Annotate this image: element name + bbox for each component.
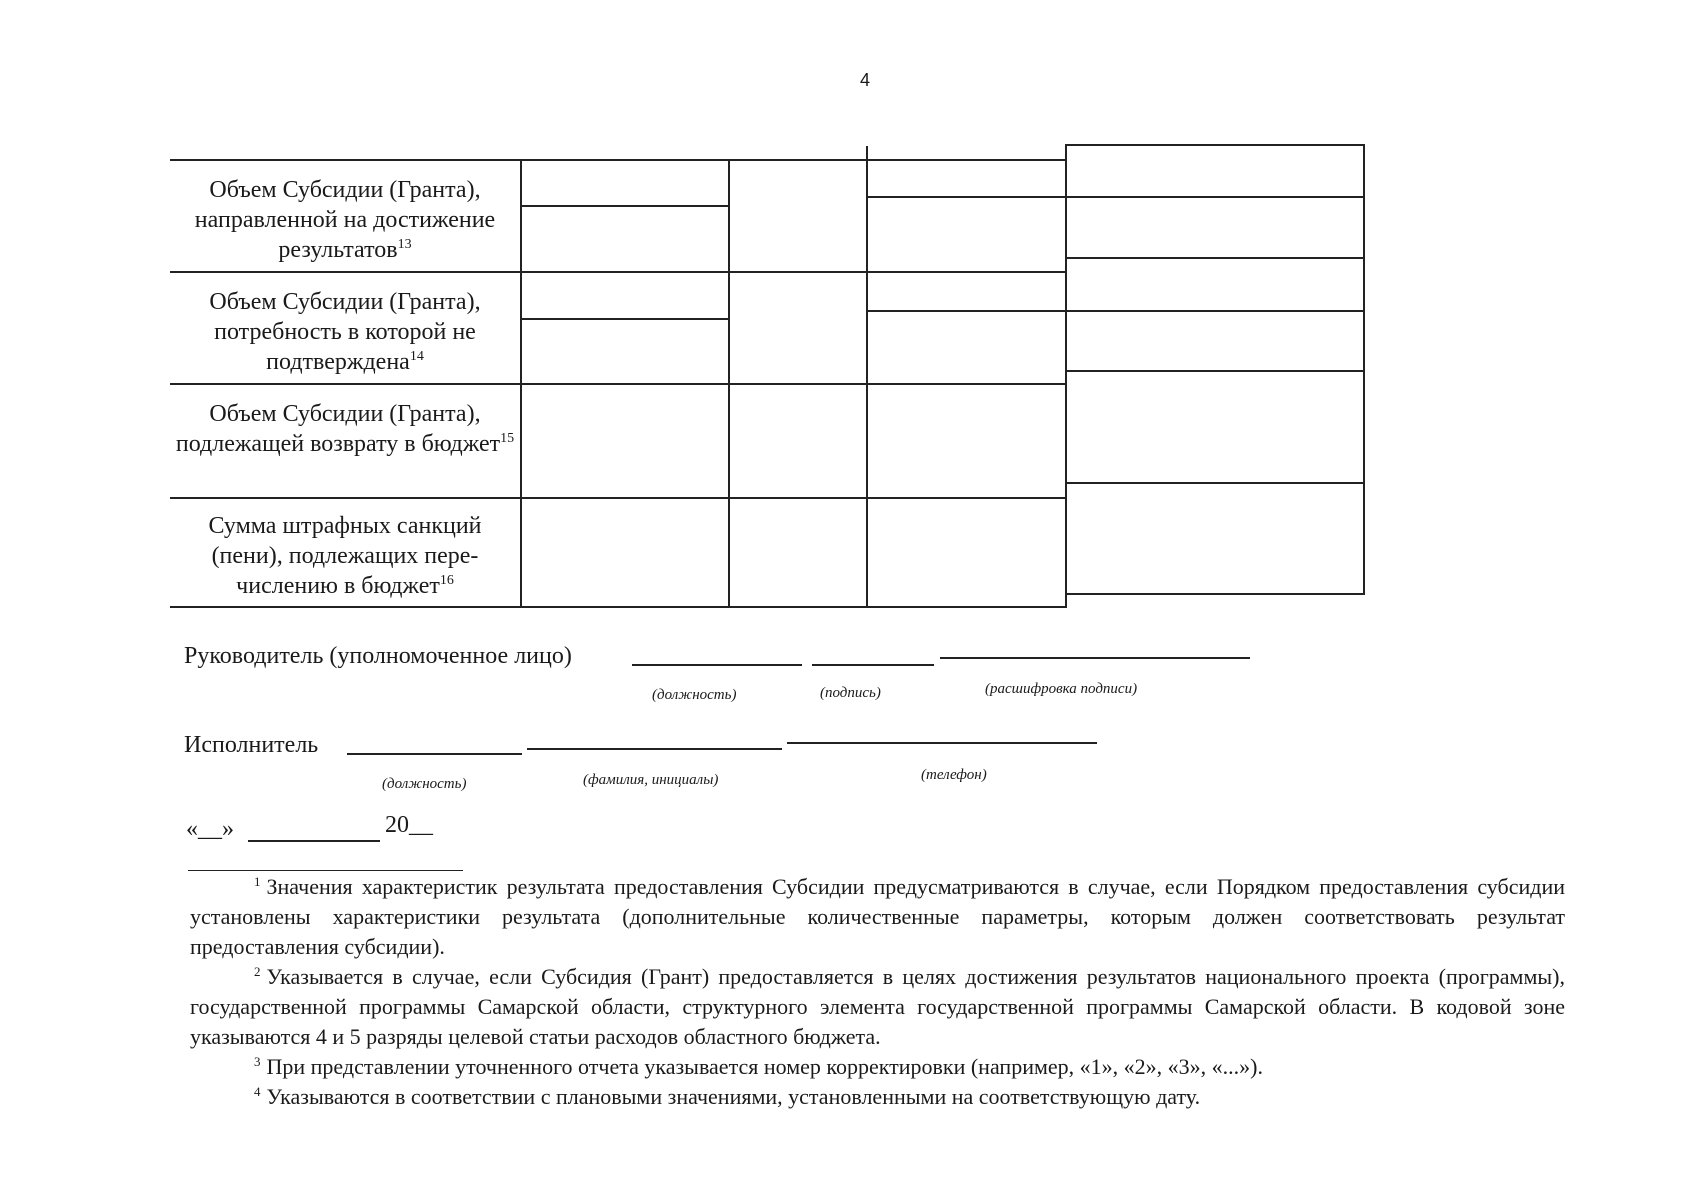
page-number: 4 (859, 70, 870, 90)
footnote-separator (188, 870, 463, 871)
table-subline-right-1b (1065, 257, 1365, 259)
table-row-divider-2 (170, 383, 1065, 385)
date-day[interactable]: «__» (186, 816, 234, 842)
table-subline-right-2 (866, 310, 1365, 312)
table-bottom-border (170, 606, 1065, 608)
table-top-border-right (1065, 144, 1365, 146)
table-bottom-border-right (1065, 593, 1365, 595)
footnotes (190, 872, 1565, 1112)
footnote-4: $^4$ Указываются в соответствии с плановыми значениями, установленными на соответствующую дату. (254, 1084, 1201, 1109)
executor-name-caption: (фамилия, инициалы) (583, 772, 719, 788)
table-col-line-2 (728, 159, 730, 608)
table-subline-right-2b (1065, 370, 1365, 372)
executor-phone-line[interactable] (787, 742, 1097, 744)
head-decoding-caption: (расшифровка подписи) (985, 681, 1138, 697)
head-position-line[interactable] (632, 664, 802, 666)
head-decoding-line[interactable] (940, 657, 1250, 659)
date-year[interactable]: 20__ (385, 812, 433, 838)
executor-label: Исполнитель (184, 732, 319, 758)
table-subline-left-1 (520, 205, 728, 207)
row-label-penalties: Сумма штрафных санкций (пени), подлежащих пере-числению в бюджет$^{16}$ (208, 513, 482, 599)
table-row-divider-3-right (1065, 482, 1365, 484)
table-subline-right-1 (866, 196, 1365, 198)
executor-position-line[interactable] (347, 753, 522, 755)
head-position-caption: (должность) (652, 687, 737, 703)
table-col-line-5 (1363, 144, 1365, 595)
executor-name-line[interactable] (527, 748, 782, 750)
head-signature-caption: (подпись) (820, 685, 881, 701)
footnote-1: $^1$ Значения характеристик результата предоставления Субсидии предусматриваются в случае, если Порядком предоставления субсидии установлены характеристики результата (дополнительные количественные параметры, которым должен соответствовать результат предоставления субсидии). (190, 874, 1565, 959)
executor-position-caption: (должность) (382, 776, 467, 792)
table-col-line-4 (1065, 144, 1067, 608)
head-label: Руководитель (уполномоченное лицо) (184, 643, 572, 669)
table-col-line-1 (520, 159, 522, 608)
executor-phone-caption: (телефон) (921, 767, 987, 783)
head-signature-line[interactable] (812, 664, 934, 666)
table-col-line-3 (866, 146, 868, 608)
table-subline-left-2 (520, 318, 728, 320)
date-month-line[interactable] (248, 840, 380, 842)
table-row-divider-1 (170, 271, 1065, 273)
footnote-2: $^2$ Указывается в случае, если Субсидия (Грант) предоставляется в целях достижения результатов национального проекта (программы), государственной программы Самарской области, структурного элемента государственной программы Самарской области. В кодовой зоне указываются 4 и 5 разряды целевой статьи расходов областного бюджета. (190, 964, 1565, 1049)
table-top-border (170, 159, 1065, 161)
row-label-directed-volume: Объем Субсидии (Гранта), направленной на достижение результатов$^{13}$ (194, 177, 496, 263)
table-row-divider-3 (170, 497, 1065, 499)
row-label-refund-volume: Объем Субсидии (Гранта), подлежащей возврату в бюджет$^{15}$ (175, 401, 515, 457)
footnote-3: $^3$ При представлении уточненного отчета указывается номер корректировки (например, «1», «2», «3», «...»). (254, 1054, 1263, 1079)
row-label-unconfirmed-volume: Объем Субсидии (Гранта), потребность в которой не подтверждена$^{14}$ (209, 289, 481, 375)
